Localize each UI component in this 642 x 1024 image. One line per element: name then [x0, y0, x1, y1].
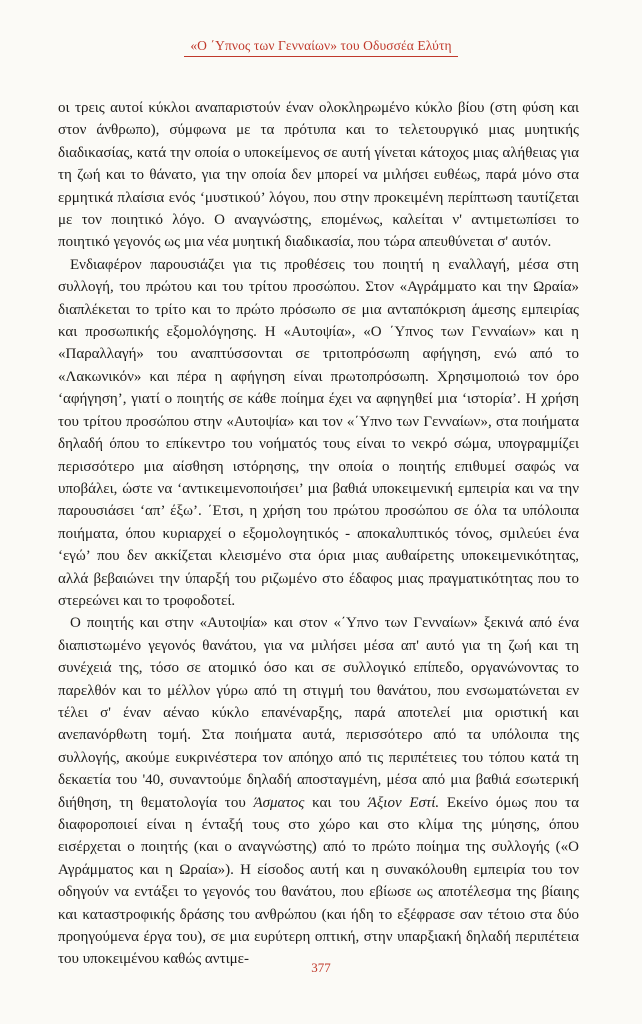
paragraph-3: [58, 612, 579, 971]
work-title-axion-esti: Άξιον Εστί.: [367, 794, 440, 811]
running-header: [0, 38, 642, 54]
paragraph-2: Ενδιαφέρον παρουσιάζει για τις προθέσεις του ποιητή η εναλλαγή, μέσα στη συλλογή, του πρώτου και του τρίτου προσώπου. Στον «Αγράμματο και την Ωραία» διαπλέκεται το τρίτο και το πρώτο πρόσωπο σε μια ανταπόκριση άμεσης εμπειρίας και προσωπικής εξομολόγησης. Η «Αυτοψία», «Ο ΄Υπνος των Γενναίων» και η «Παραλλαγή» του αναπτύσσονται σε τριτοπρόσωπη αφήγηση, ενώ από το «Λακωνικόν» και πέρα η αφήγηση είναι πρωτοπρόσωπη. Χρησιμοποιώ τον όρο ‘αφήγηση’, γιατί ο ποιητής σε κάθε ποίημα έχει να αφηγηθεί μια ‘ιστορία’. Η χρήση του τρίτου προσώπου στην «Αυτοψία» και τον «΄Υπνο των Γενναίων», στα ποιήματα δηλαδή όπου το επίκεντρο του νοήματός τους είναι το νεκρό σώμα, υπογραμμίζει περισσότερο μια αίσθηση ιστόρησης, την οποία ο ποιητής επιθυμεί σαφώς να υποβάλει, ώστε να ‘αντικειμενοποιήσει’ μια βαθιά υποκειμενική εμπειρία και να την παρουσιάσει ‘απ’ έξω’. ΄Ετσι, η χρήση του πρώτου προσώπου σε όλα τα υπόλοιπα ποιήματα, όπου κυριαρχεί ο εξομολογητικός - αποκαλυπτικός τόνος, σμιλεύει ένα ‘εγώ’ που δεν ακκίζεται κλεισμένο στα όρια μιας αυθαίρετης υποκειμενικότητας, αλλά βεβαιώνει την ύπαρξή του ριζωμένο στο έδαφος μιας πραγματικότητας που το στερεώνει και το τροφοδοτεί.: [58, 256, 579, 609]
work-title-asmatos: Άσματος: [253, 794, 305, 811]
paragraph-3-text-c: Εκείνο όμως που τα διαφοροποιεί είναι η ένταξή τους στο χώρο και στο κλίμα της μύησης, όπου εισέρχεται ο ποιητής (και ο αναγνώστης) από το πρώτο ποίημα της συλλογής («Ο Αγράμματος και η Ωραία»). Η είσοδος αυτή και η συνακόλουθη εμπειρία του τον οδηγούν να εντάξει το γεγονός του θανάτου, που εβίωσε ως αποτέλεσμα της βίαιης και καταστροφικής δράσης του ανθρώπου (και ήδη το εξέφρασε σαν τέτοιο στα δύο προηγούμενα έργα του), σε μια ευρύτερη οπτική, στην υπαρξιακή δηλαδή περιπέτεια του υποκειμένου καθώς αντιμε-: [58, 794, 579, 968]
body-text: [58, 97, 579, 971]
page-number: 377: [311, 960, 331, 975]
running-title: «Ο ΄Υπνος των Γενναίων» του Οδυσσέα Ελύτη: [184, 38, 457, 57]
paragraph-3-text-a: Ο ποιητής και στην «Αυτοψία» και στον «΄Υπνο των Γενναίων» ξεκινά από ένα διαπιστωμένο γεγονός θανάτου, για να μιλήσει μέσα απ' αυτό για τη ζωή και τη συνέχειά της, τόσο σε ατομικό όσο και σε συλλογικό επίπεδο, οργανώνοντας το παρελθόν και το μέλλον γύρω από τη στιγμή του θανάτου, που ενσωματώνεται εν τέλει σ' έναν αέναο κύκλο επανέναρξης, παρά αποτελεί μια οριστική και ανεπανόρθωτη τομή. Στα ποιήματα αυτά, περισσότερο από τα υπόλοιπα της συλλογής, ακούμε ευκρινέστερα τον απόηχο από τις περιπέτειες του τόπου κατά τη δεκαετία του '40, συναντούμε δηλαδή αποσταγμένη, μέσα από μια βαθιά εσωτερική διήθηση, τη θεματολογία του: [58, 615, 579, 811]
paragraph-1: οι τρεις αυτοί κύκλοι αναπαριστούν έναν ολοκληρωμένο κύκλο βίου (στη φύση και στον άνθρωπο), σύμφωνα με τα πρότυπα και το τελετουργικό μιας μυητικής διαδικασίας, κατά την οποία ο υποκείμενος σε αυτή γίνεται κάτοχος μιας αλήθειας για τη ζωή και το θάνατο, για την οποία δεν μπορεί να μιλήσει ευθέως, παρά μόνο στα ερμητικά πλαίσια ενός ‘μυστικού’ λόγου, που στην προκειμένη περίπτωση ταυτίζεται με τον ποιητικό λόγο. Ο αναγνώστης, επομένως, καλείται ν' αντιμετωπίσει το ποιητικό γεγονός ως μια νέα μυητική διαδικασία, που τώρα απευθύνεται σ' αυτόν.: [58, 100, 579, 251]
paragraph-3-text-b: και του: [312, 794, 361, 811]
